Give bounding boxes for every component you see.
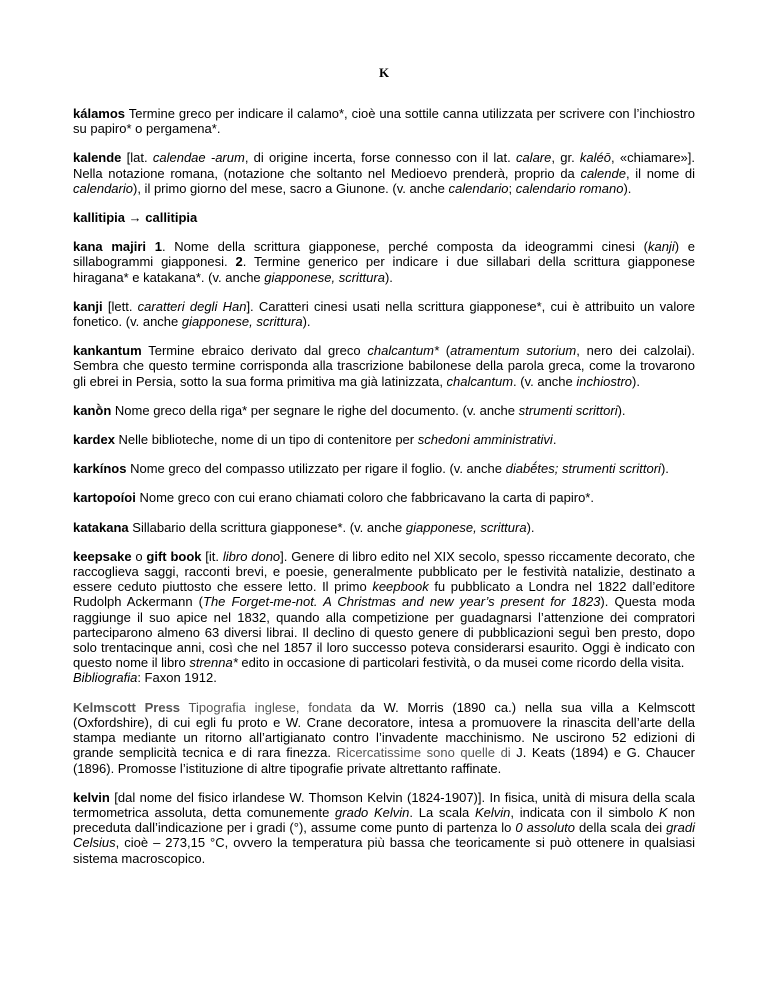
entry-kalamos — [73, 106, 695, 136]
entry-text: . La scala — [409, 804, 475, 820]
entry-headword: keepsake — [73, 548, 132, 564]
entry-kelmscott-press — [73, 700, 695, 776]
entry-text: [lett. — [102, 298, 138, 314]
entry-kallitipia — [73, 210, 695, 225]
entry-text: Nome greco della riga* per segnare le righe del documento. (v. anche — [111, 402, 519, 418]
entry-text: . Termine generico per indicare i due sillabari della scrittura giapponese hiragana* e katakana*. (v. anche — [73, 254, 695, 285]
entry-kalende — [73, 150, 695, 196]
entry-text: da W. Morris (1890 ca.) nella sua villa a Kelmscott (Oxfordshire), di cui egli fu proto e W. Crane decoratore, intesa a promuovere la rinascita dell’arte della stampa mediante un ritorno all’artigianato contro l’invadente macchinismo. Ne uscirono 52 edizioni di grande semplicità tecnica e di rara finezza. — [73, 699, 695, 761]
entry-italic-text: calendae -arum — [152, 150, 245, 166]
entry-headword: kardex — [73, 432, 115, 448]
entry-text: . — [552, 432, 557, 448]
entry-text: ). — [660, 461, 669, 477]
entry-headword: kartopoíoi — [73, 490, 136, 506]
entry-text: J. Keats (1894) e G. Chaucer (1896). Promosse l’istituzione di altre tipografie private altrettanto raffinate. — [73, 745, 695, 776]
entry-italic-text: diabḗtes; strumenti scrittori — [505, 461, 661, 477]
entry-text: Nome greco del compasso utilizzato per rigare il foglio. (v. anche — [126, 461, 506, 477]
entry-italic-text: strenna* — [189, 655, 238, 671]
entry-italic-text: grado Kelvin — [335, 804, 410, 820]
entry-italic-text: calende — [580, 165, 626, 181]
entry-text: , «chiamare»]. Nella notazione romana, (notazione che soltanto nel Medioevo prenderà, proprio da — [73, 150, 695, 181]
entry-headword: kálamos — [73, 106, 126, 121]
entry-text: edito in occasione di particolari festività, o da musei come ricordo della visita. — [237, 655, 685, 671]
entry-italic-text: keepbook — [372, 579, 429, 595]
entry-italic-text: calendario — [73, 180, 133, 196]
entry-text: , cioè – 273,15 °C, ovvero la temperatura più bassa che teoricamente si può ottenere in qualsiasi sistema macroscopico. — [73, 835, 695, 866]
entry-italic-text: libro dono — [222, 548, 281, 564]
entry-italic-text: kanji — [647, 239, 675, 255]
entry-italic-text: 0 assoluto — [515, 820, 576, 836]
entry-headword: kanṑn — [73, 402, 112, 418]
entry-text: , indicata con il simbolo — [510, 804, 659, 820]
entry-italic-text: gradi Celsius — [73, 820, 695, 851]
entry-italic-text: calendario — [448, 180, 509, 196]
entry-headword: gift book — [146, 548, 202, 564]
entry-italic-text: atramentum sutorium — [450, 343, 577, 359]
entry-text: fu pubblicato a Londra nel 1822 dall’editore Rudolph Ackermann ( — [73, 579, 695, 610]
entry-headword: kankantum — [73, 343, 142, 359]
entry-text: , gr. — [551, 150, 580, 166]
entry-italic-text: The Forget-me-not. A Christmas and new year’s present for 1823 — [203, 594, 601, 610]
entry-text: Sillabario della scrittura giapponese*. (v. anche — [128, 519, 406, 535]
entry-italic-text: calendario romano — [515, 180, 624, 196]
entry-text: , il nome di — [625, 165, 695, 181]
entry-text: o — [131, 548, 147, 564]
entry-text: [lat. — [121, 150, 153, 166]
entry-text: ). — [526, 519, 535, 535]
entry-text: ]. Genere di libro edito nel XIX secolo, spesso riccamente decorato, che raccoglieva saggi, racconti brevi, e poesie, generalmente pubblicato per le festività natalizie, destinato a essere ceduto piuttosto che essere letto. Il primo — [73, 548, 695, 595]
entry-text: ). — [617, 402, 626, 418]
entry-text: ). — [302, 314, 311, 330]
entry-italic-text: giapponese, scrittura — [405, 519, 527, 535]
entry-text: : Faxon 1912. — [137, 670, 217, 686]
entry-headword: kelvin — [73, 789, 110, 805]
entry-italic-text: calare — [515, 150, 552, 166]
entry-italic-text: chalcantum* — [367, 343, 439, 359]
entry-italic-text: Kelvin — [474, 804, 511, 820]
entry-text: Termine greco per indicare il calamo*, cioè una sottile canna utilizzata per scrivere con l’inchiostro su papiro* o pergamena*. — [73, 106, 695, 137]
entry-headword: kallitipia → callitipia — [73, 210, 198, 226]
entry-text: [dal nome del fisico irlandese W. Thomson Kelvin (1824-1907)]. In fisica, unità di misura della scala termometrica assoluta, detta comunemente — [73, 789, 695, 820]
entry-text: ). — [632, 373, 640, 389]
entry-text: ), il primo giorno del mese, sacro a Giunone. (v. anche — [133, 180, 449, 196]
entry-text: della scala dei — [575, 820, 667, 836]
entry-headword: kana majiri 1 — [73, 239, 162, 255]
entry-text: ). — [623, 180, 632, 196]
entry-text: Nelle biblioteche, nome di un tipo di contenitore per — [114, 432, 418, 448]
entry-text: ; — [508, 180, 516, 196]
entry-text: Nome greco con cui erano chiamati coloro che fabbricavano la carta di papiro*. — [135, 490, 594, 506]
entry-text: . Nome della scrittura giapponese, perché composta da ideogrammi cinesi ( — [161, 239, 648, 255]
entry-kelvin — [73, 790, 695, 866]
entry-text: ]. Caratteri cinesi usati nella scrittura giapponese*, cui è attribuito un valore fonetico. (v. anche — [73, 298, 696, 330]
entry-italic-text: schedoni amministrativi — [417, 432, 553, 448]
entry-kanon — [73, 403, 695, 418]
entry-katakana — [73, 520, 695, 535]
entry-headword: katakana — [73, 519, 129, 535]
entry-keepsake — [73, 549, 695, 686]
entry-kanji — [73, 299, 695, 329]
entry-headword: Kelmscott Press — [73, 699, 181, 715]
entry-kana-majiri — [73, 239, 695, 285]
entry-kartopoioi — [73, 490, 695, 505]
entry-text: [it. — [201, 548, 223, 564]
section-letter-heading: K — [378, 65, 390, 80]
entry-italic-text: chalcantum — [446, 373, 514, 389]
entry-headword: karkínos — [73, 461, 127, 477]
entry-headword: kanji — [73, 298, 103, 314]
entry-italic-text: Bibliografia — [73, 670, 138, 686]
dictionary-entries — [73, 106, 695, 880]
entry-italic-text: giapponese, scrittura — [264, 269, 385, 285]
entry-italic-text: K — [658, 804, 668, 820]
entry-text: ) e sillabogrammi giapponesi. — [73, 239, 695, 270]
entry-italic-text: inchiostro — [576, 373, 633, 389]
entry-text: Ricercatissime sono quelle di — [336, 745, 511, 761]
entry-italic-text: strumenti scrittori — [518, 402, 618, 418]
entry-text: non preceduta dall’indicazione per i gradi (°), assume come punto di partenza lo — [73, 804, 695, 836]
entry-karkinos — [73, 461, 695, 476]
entry-text: , di origine incerta, forse connesso con il lat. — [244, 150, 516, 166]
entry-italic-text: caratteri degli Han — [137, 298, 247, 314]
entry-text: Termine ebraico derivato dal greco — [141, 343, 368, 359]
entry-italic-text: kaléō — [579, 150, 611, 166]
entry-kankantum — [73, 343, 695, 389]
entry-text: Tipografia inglese, fondata — [180, 699, 352, 715]
entry-text: , nero dei calzolai). Sembra che questo termine corrisponda alla trascrizione babilonese della parola greca, come la trovarono gli ebrei in Persia, sotto la sua forma primitiva ma già latinizzata, — [73, 343, 695, 389]
entry-text: ). Questa moda raggiunge il suo apice nel 1832, quando alla competizione per guadagnarsi l’attenzione dei compratori parteciparono almeno 63 diversi librai. Il declino di questo genere di pubblicazioni seguì ben presto, dopo solo trentacinque anni, così che nel 1857 il loro successo poteva considerarsi esaurito. Oggi è indicato con questo nome il libro — [73, 594, 695, 671]
entry-text: . (v. anche — [513, 373, 577, 389]
entry-headword: 2 — [235, 254, 243, 270]
entry-kardex — [73, 432, 695, 447]
entry-text: ). — [384, 269, 393, 285]
entry-italic-text: giapponese, scrittura — [181, 314, 303, 330]
entry-headword: kalende — [73, 150, 122, 166]
entry-text: ( — [438, 343, 451, 359]
